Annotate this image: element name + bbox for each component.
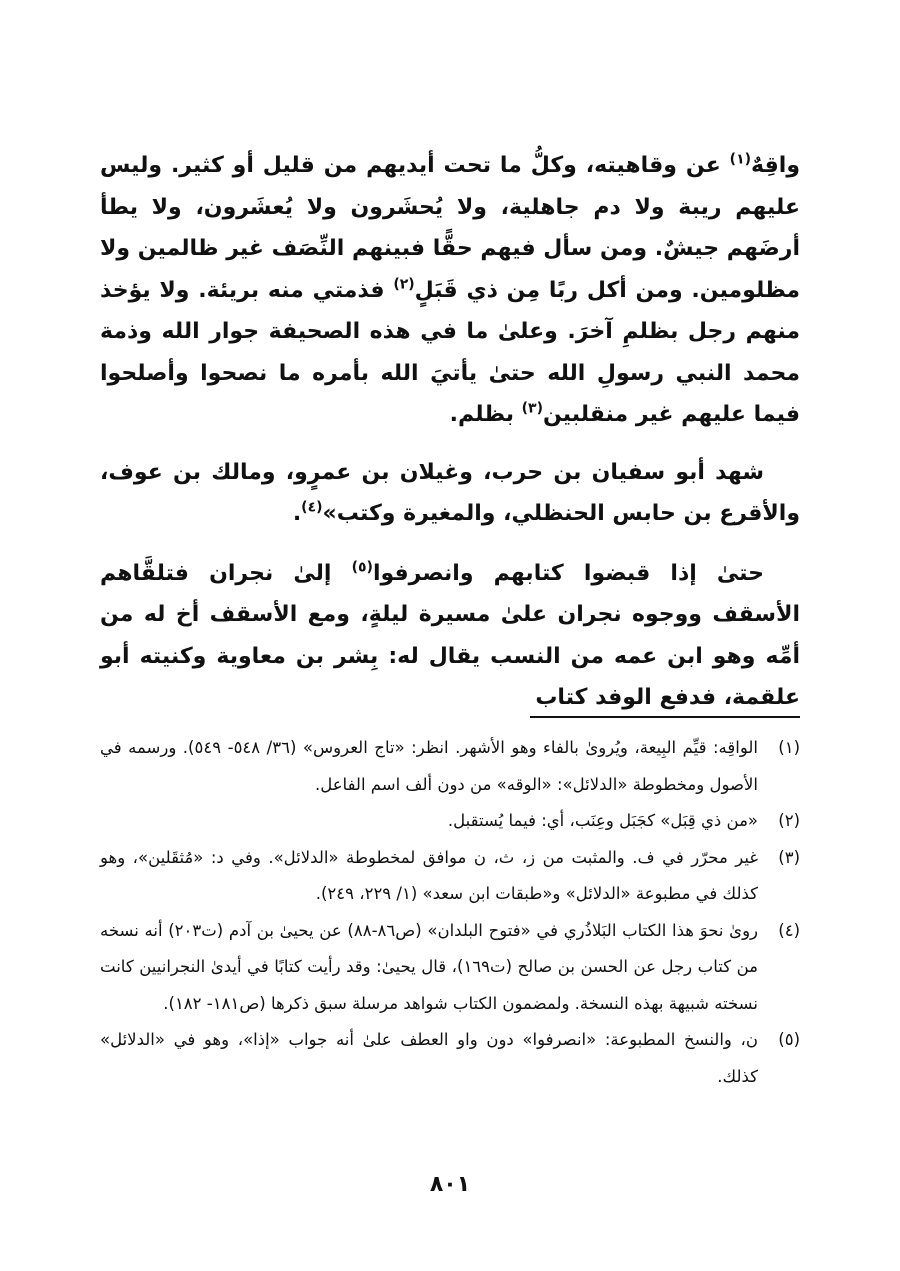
paragraph xyxy=(100,145,800,436)
text-run: إلىٰ نجران فتلقَّاهم الأسقف ووجوه نجران علىٰ مسيرة ليلةٍ، ومع الأسقف أخ له من أمِّه وهو ابن عمه من النسب يقال له: بِشر بن معاوية وكنيته أبو علقمة، فدفع الوفد كتاب xyxy=(100,560,800,710)
footnote-text: غير محرّر في ف. والمثبت من ز، ث، ن موافق لمخطوطة «الدلائل». وفي د: «مُثقَلين»، وهو كذلك في مطبوعة «الدلائل» و«طبقات ابن سعد» (١/ ٢٢٩، ٢٤٩). xyxy=(100,847,758,903)
paragraph xyxy=(100,553,800,719)
footnote xyxy=(100,1022,800,1095)
text-run: عن وقاهيته، وكلُّ ما تحت أيديهم من قليل أو كثير. وليس عليهم ريبة ولا دم جاهلية، ولا يُحشَرون ولا يُعشَرون، ولا يطأ أرضَهم جيشٌ. ومن سأل فيهم حقًّا فبينهم النِّصَف غير ظالمين ولا مظلومين. ومن أكل ربًا مِن ذي قَبَلٍ xyxy=(100,153,800,303)
footnote-number: (٥) xyxy=(778,1030,800,1049)
footnote xyxy=(100,840,800,913)
footnote-text: الواقِه: قيِّم البِيعة، ويُروىٰ بالفاء وهو الأشهر. انظر: «تاج العروس» (٣٦/ ٥٤٨- ٥٤٩). ورسمه في الأصول ومخطوطة «الدلائل»: «الوقه» من دون ألف اسم الفاعل. xyxy=(100,738,758,794)
footnote-ref[interactable]: (٣) xyxy=(521,400,543,417)
text-run: . xyxy=(292,501,302,526)
footnote-text: ن، والنسخ المطبوعة: «انصرفوا» دون واو العطف علىٰ أنه جواب «إذا»، وهو في «الدلائل» كذلك. xyxy=(100,1030,758,1086)
footnote-ref[interactable]: (٥) xyxy=(351,559,373,576)
footnote xyxy=(100,730,800,803)
footnote-text: «من ذي قِبَل» كجَبَل وعِنَب، أي: فيما يُستقبل. xyxy=(447,811,758,830)
footnote-ref[interactable]: (١) xyxy=(729,151,752,168)
footnote-number: (١) xyxy=(778,738,800,757)
text-run: بظلم. xyxy=(449,402,522,427)
footnote-divider xyxy=(530,716,800,718)
main-text xyxy=(100,145,800,719)
footnote-number: (٤) xyxy=(778,920,800,940)
footnote-text: روىٰ نحوَ هذا الكتاب البَلاذُري في «فتوح البلدان» (ص٨٦-٨٨) عن يحيىٰ بن آدم (ت٢٠٣) أنه نسخه من كتاب رجل عن الحسن بن صالح (ت١٦٩)، قال يحيىٰ: وقد رأيت كتابًا في أيدىٰ النجرانيين كانت نسخته شبيهة بهذه النسخة. ولمضمون الكتاب شواهد مرسلة سبق ذكرها (ص١٨١- ١٨٢). xyxy=(100,920,759,1013)
paragraph xyxy=(100,452,800,535)
footnote-ref[interactable]: (٢) xyxy=(393,276,415,293)
text-run: فذمتي منه بريئة. ولا يؤخذ منهم رجل بظلمِ آخرَ. وعلىٰ ما في هذه الصحيفة جوار الله وذمة محمد النبي رسولِ الله حتىٰ يأتيَ الله بأمره ما نصحوا وأصلحوا فيما عليهم غير منقلبين xyxy=(100,277,800,427)
page-number: ٨٠١ xyxy=(429,1172,471,1197)
footnotes-list xyxy=(100,730,800,1095)
footnote-number: (٢) xyxy=(778,811,800,830)
text-run: شهد أبو سفيان بن حرب، وغيلان بن عمرٍو، ومالك بن عوف، والأقرع بن حابس الحنظلي، والمغيرة وكتب» xyxy=(100,459,800,526)
footnote xyxy=(100,913,800,1023)
footnote-ref[interactable]: (٤) xyxy=(301,499,323,516)
text-run: واقِهٌ xyxy=(751,153,800,178)
footnote-number: (٣) xyxy=(778,847,800,867)
footnote xyxy=(100,803,800,840)
text-run: حتىٰ إذا قبضوا كتابهم وانصرفوا xyxy=(372,560,765,586)
